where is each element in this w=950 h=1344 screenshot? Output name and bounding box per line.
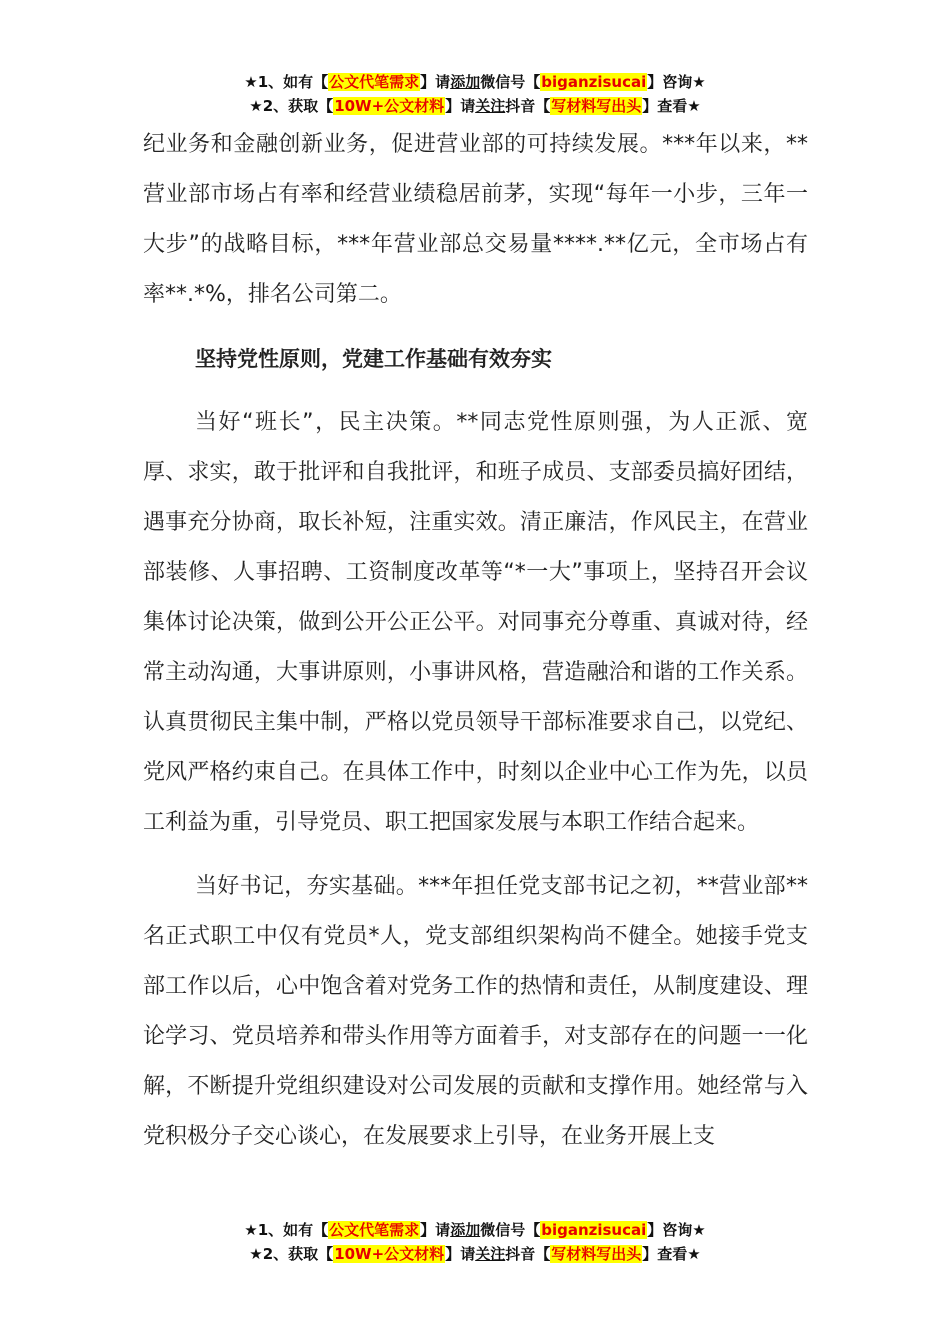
promo-highlight: 公文代笔需求	[329, 1221, 420, 1239]
promo-text: 】查看★	[642, 97, 701, 115]
promo-text: ★2、获取【	[249, 1245, 334, 1263]
promo-line-2	[0, 94, 950, 118]
promo-text: 抖音【	[505, 97, 551, 115]
promo-text: 】请	[420, 73, 451, 91]
promo-underlined-text: 关注	[475, 97, 506, 115]
promo-text: ★1、如有【	[244, 73, 329, 91]
promo-banner-top	[0, 70, 950, 118]
wechat-id-highlight: biganzisucai	[541, 1221, 647, 1239]
paragraph-banzhang: 当好“班长”，民主决策。**同志党性原则强，为人正派、宽厚、求实，敢于批评和自我批评，和班子成员、支部委员搞好团结，遇事充分协商，取长补短，注重实效。清正廉洁，作风民主，在营业部装修、人事招聘、工资制度改革等“*一大”事项上，坚持召开会议集体讨论决策，做到公开公正公平。对同事充分尊重、真诚对待，经常主动沟通，大事讲原则，小事讲风格，营造融洽和谐的工作关系。认真贯彻民主集中制，严格以党员领导干部标准要求自己，以党纪、党风严格约束自己。在具体工作中，时刻以企业中心工作为先，以员工利益为重，引导党员、职工把国家发展与本职工作结合起来。	[143, 410, 808, 835]
promo-line-1	[0, 70, 950, 94]
section-heading: 坚持党性原则，党建工作基础有效夯实	[195, 347, 552, 371]
promo-text: ★2、获取【	[249, 97, 334, 115]
promo-text: ★1、如有【	[244, 1221, 329, 1239]
promo-text: 】请	[445, 97, 476, 115]
promo-text: 】请	[445, 1245, 476, 1263]
promo-text: 微信号【	[480, 73, 541, 91]
promo-underlined-text: 添加	[450, 1221, 481, 1239]
douyin-id-highlight: 写材料写出头	[551, 97, 642, 115]
promo-underlined-text: 添加	[450, 73, 481, 91]
promo-line-2	[0, 1242, 950, 1266]
promo-underlined-text: 关注	[475, 1245, 506, 1263]
paragraph-intro: 纪业务和金融创新业务，促进营业部的可持续发展。***年以来，**营业部市场占有率和经营业绩稳居前茅，实现“每年一小步，三年一大步”的战略目标，***年营业部总交易量****.**亿元，全市场占有率**.*%，排名公司第二。	[143, 132, 808, 307]
promo-highlight: 公文代笔需求	[329, 73, 420, 91]
document-body	[143, 120, 808, 1162]
promo-banner-bottom	[0, 1218, 950, 1266]
promo-highlight: 10W+公文材料	[334, 1245, 445, 1263]
promo-text: 】咨询★	[647, 73, 706, 91]
promo-text: 微信号【	[480, 1221, 541, 1239]
promo-text: 】咨询★	[647, 1221, 706, 1239]
wechat-id-highlight: biganzisucai	[541, 73, 647, 91]
douyin-id-highlight: 写材料写出头	[551, 1245, 642, 1263]
promo-highlight: 10W+公文材料	[334, 97, 445, 115]
promo-text: 】请	[420, 1221, 451, 1239]
promo-line-1	[0, 1218, 950, 1242]
promo-text: 】查看★	[642, 1245, 701, 1263]
promo-text: 抖音【	[505, 1245, 551, 1263]
paragraph-shuji: 当好书记，夯实基础。***年担任党支部书记之初，**营业部**名正式职工中仅有党员*人，党支部组织架构尚不健全。她接手党支部工作以后，心中饱含着对党务工作的热情和责任，从制度建设、理论学习、党员培养和带头作用等方面着手，对支部存在的问题一一化解，不断提升党组织建设对公司发展的贡献和支撑作用。她经常与入党积极分子交心谈心，在发展要求上引导，在业务开展上支	[143, 874, 808, 1149]
